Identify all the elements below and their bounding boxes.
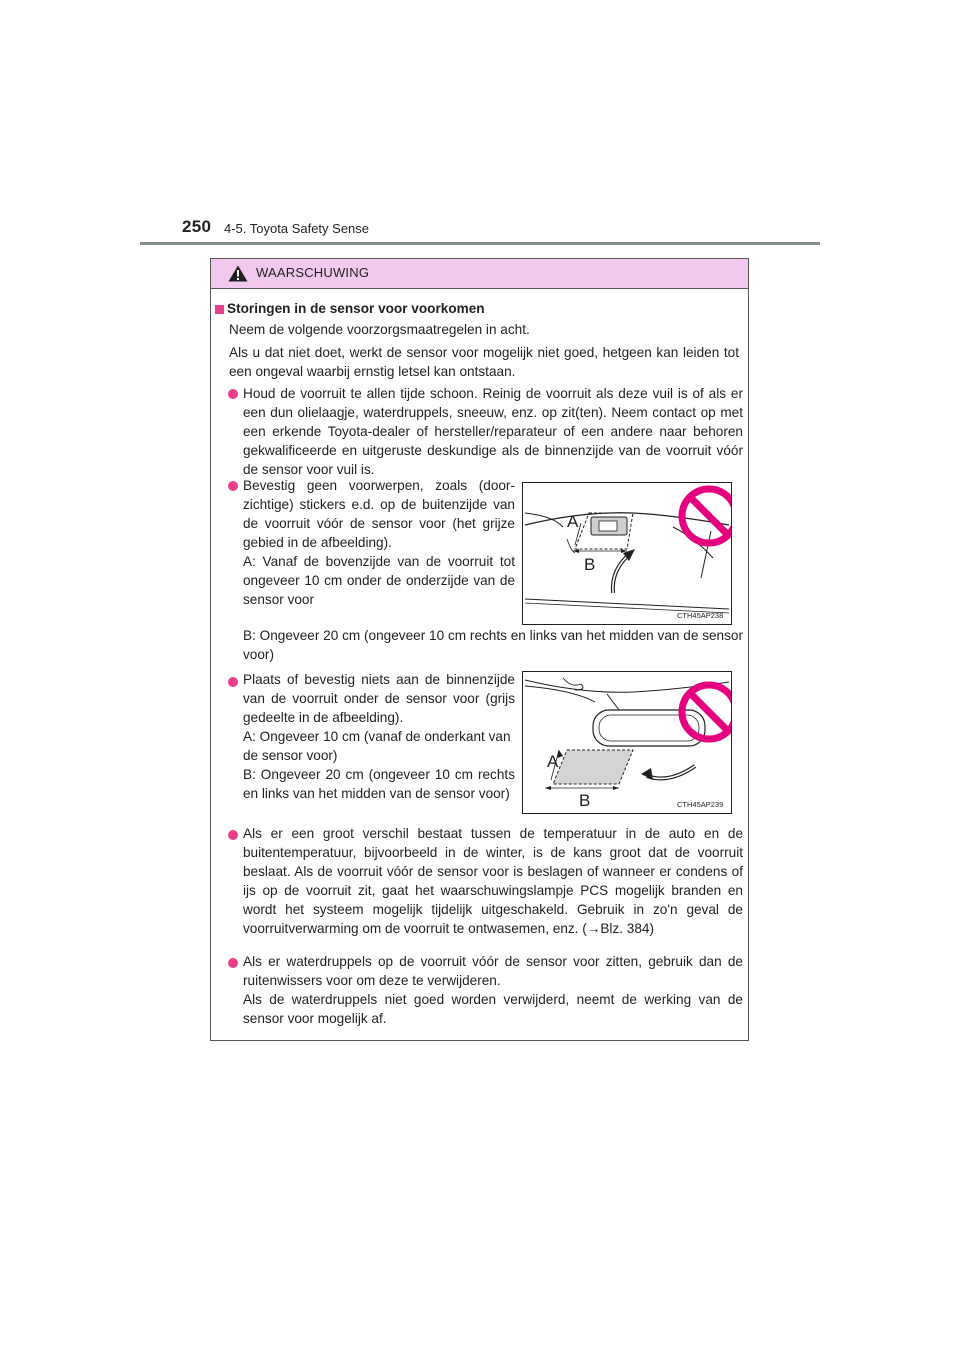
heading-bullet <box>215 305 224 314</box>
bullet-dot <box>228 389 238 399</box>
bullet-5-text: Als er waterdruppels op de voorruit vóór de sensor voor zitten, gebruik dan de ruitenwissers voor om deze te verwijderen. <box>243 954 743 988</box>
page-number: 250 <box>182 217 212 236</box>
windshield-illustration <box>523 483 731 624</box>
bullet-2-text: Bevestig geen voorwerpen, zoals (doorzichtige) stickers e.d. op de buitenzijde van de voorruit vóór de sensor voor (het grijze gebied in de afbeelding). <box>243 478 515 550</box>
warning-triangle-icon <box>228 265 248 282</box>
figure-2-label-a: A <box>547 752 559 771</box>
bullet-3-b: B: Ongeveer 20 cm (ongeveer 10 cm rechts en links van het midden van de sensor voor) <box>243 767 515 801</box>
figure-1-label-a: A <box>567 512 579 531</box>
bullet-3-a: A: Ongeveer 10 cm (vanaf de onderkant van de sensor voor) <box>243 729 511 763</box>
bullet-2-b: B: Ongeveer 20 cm (ongeveer 10 cm rechts en links van het midden van de sensor voor) <box>243 628 743 662</box>
bullet-dot <box>228 677 238 687</box>
bullet-3-text: Plaats of bevestig niets aan de binnenzijde van de voorruit onder de sensor voor (grijs gedeelte in de afbeelding). <box>243 672 515 725</box>
bullet-dot <box>228 481 238 491</box>
intro-2: Als u dat niet doet, werkt de sensor voor mogelijk niet goed, hetgeen kan leiden tot een ongeval waarbij ernstig letsel kan ontstaan. <box>229 345 739 379</box>
bullet-1-text: Houd de voorruit te allen tijde schoon. Reinig de voorruit als deze vuil is of als er een dun olielaagje, waterdruppels, sneeuw, enz. op zit(ten). Neem contact op met een erkende Toyota-dealer of hersteller/reparateur of een andere naar behoren gekwalificeerde en uitgeruste deskundige als de binnenzijde van de voorruit vóór de sensor voor vuil is. <box>243 386 743 477</box>
figure-1-label-b: B <box>584 555 596 574</box>
figure-windshield-inside <box>522 671 732 814</box>
bullet-5-text-2: Als de waterdruppels niet goed worden verwijderd, neemt de werking van de sensor voor mogelijk af. <box>243 992 743 1026</box>
warning-header <box>211 259 748 289</box>
bullet-4-text: Als er een groot verschil bestaat tussen de temperatuur in de auto en de buitentemperatuur, bijvoorbeeld in de winter, is de kans groot dat de voorruit beslaat. Als de voorruit vóór de sensor voor is beslagen of wanneer er condens of ijs op de voorruit zit, gaat het waarschuwingslampje PCS mogelijk branden en wordt het systeem mogelijk tijdelijk uitgeschakeld. Gebruik in zo'n geval de voorruitverwarming om de voorruit te ontwasemen, enz. (→Blz. 384) <box>243 826 743 936</box>
bullet-dot <box>228 830 238 840</box>
figure-windshield-outside <box>522 482 732 625</box>
section-title: 4-5. Toyota Safety Sense <box>224 221 370 236</box>
figure-1-code: CTH45AP238 <box>677 611 724 620</box>
bullet-dot <box>228 958 238 968</box>
warning-heading: Storingen in de sensor voor voorkomen <box>227 301 485 316</box>
intro-1: Neem de volgende voorzorgsmaatregelen in acht. <box>229 322 530 337</box>
header-rule <box>140 242 820 245</box>
mirror-illustration <box>523 672 731 813</box>
warning-title: WAARSCHUWING <box>256 265 370 280</box>
figure-2-code: CTH45AP239 <box>677 800 724 809</box>
bullet-2-a: A: Vanaf de bovenzijde van de voorruit tot ongeveer 10 cm onder de onderzijde van de sensor voor <box>243 554 515 607</box>
figure-2-label-b: B <box>579 791 591 810</box>
